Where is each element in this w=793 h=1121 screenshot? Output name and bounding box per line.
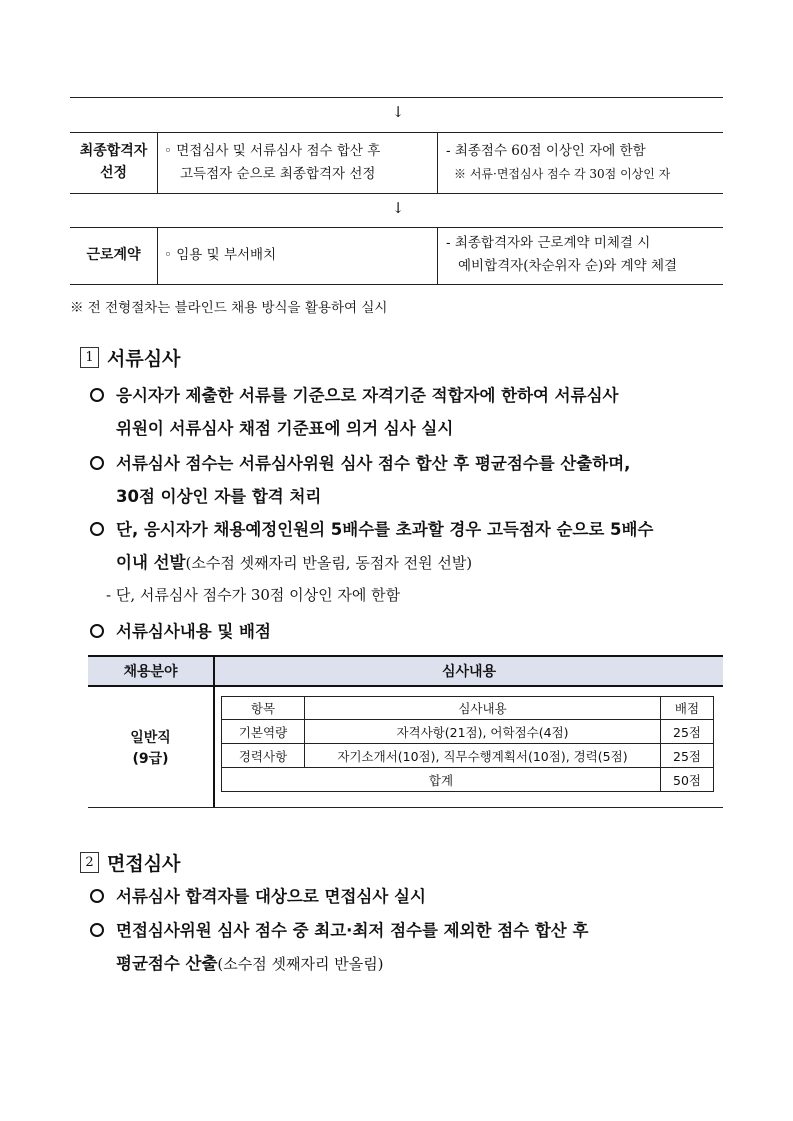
stage-note-line: 예비합격자(차순위자 순)와 계약 체결	[458, 258, 678, 274]
row-score: 25점	[661, 744, 714, 768]
inner-header-content: 심사내용	[305, 697, 661, 720]
row-item: 경력사항	[222, 744, 305, 768]
divider	[88, 807, 723, 808]
plain-text: (소수점 셋째자리 반올림)	[217, 955, 384, 973]
inner-score-table	[221, 696, 714, 792]
section1-bullet-3-line1: 단, 응시자가 채용예정인원의 5배수를 초과할 경우 고득점자 순으로 5배수	[116, 520, 654, 539]
table-header-content: 심사내용	[441, 664, 497, 680]
stage-final-selection-note	[446, 140, 670, 186]
row-score: 25점	[661, 720, 714, 744]
section2-bullet-2-line1: 면접심사위원 심사 점수 중 최고·최저 점수를 제외한 점수 합산 후	[116, 921, 589, 940]
divider	[88, 685, 723, 687]
divider	[437, 227, 438, 284]
divider	[70, 132, 723, 133]
flow-footnote: ※ 전 전형절차는 블라인드 채용 방식을 활용하여 실시	[70, 300, 388, 316]
divider	[70, 227, 723, 228]
table-header-field: 채용분야	[123, 664, 178, 680]
section1-bullet-1-line2: 위원이 서류심사 채점 기준표에 의거 심사 실시	[116, 419, 454, 438]
stage-note-line: - 최종합격자와 근로계약 미체결 시	[446, 235, 651, 251]
circle-bullet-icon	[90, 456, 104, 470]
section2-title: 면접심사	[107, 853, 181, 875]
section2-bullet-2-line2	[116, 950, 384, 974]
table-row	[222, 720, 714, 744]
stage-contract-name: 근로계약	[86, 247, 141, 263]
stage-note-line: - 최종점수 60점 이상인 자에 한함	[446, 143, 646, 159]
section1-subnote: - 단, 서류심사 점수가 30점 이상인 자에 한함	[106, 586, 401, 604]
section1-number: 1	[80, 347, 99, 368]
section1-bullet-3-line2	[116, 549, 472, 573]
circle-bullet-icon	[90, 522, 104, 536]
section2-number: 2	[80, 852, 99, 873]
stage-name-line: 선정	[99, 165, 128, 181]
divider	[88, 655, 723, 657]
divider	[437, 132, 438, 193]
table-field-cell	[88, 728, 213, 770]
section2-bullet-1: 서류심사 합격자를 대상으로 면접심사 실시	[116, 887, 426, 906]
total-score: 50점	[661, 768, 714, 792]
table-row	[222, 697, 714, 720]
section1-title: 서류심사	[107, 348, 181, 370]
divider	[70, 193, 723, 194]
divider	[70, 97, 723, 98]
row-content: 자기소개서(10점), 직무수행계획서(10점), 경력(5점)	[305, 744, 661, 768]
section2-heading	[80, 849, 180, 876]
field-line: (9급)	[132, 751, 169, 767]
plain-text: (소수점 셋째자리 반올림, 동점자 전원 선발)	[185, 554, 473, 572]
bold-text: 평균점수 산출	[116, 954, 218, 973]
table-row	[222, 768, 714, 792]
section1-heading	[80, 344, 180, 371]
section1-bullet-1-line1: 응시자가 제출한 서류를 기준으로 자격기준 적합자에 한하여 서류심사	[116, 386, 619, 405]
stage-final-selection-desc	[164, 140, 380, 186]
flow-arrow: ↓	[391, 199, 405, 217]
section1-bullet-4: 서류심사내용 및 배점	[116, 622, 271, 641]
divider	[70, 284, 723, 285]
section1-bullet-2-line2: 30점 이상인 자를 합격 처리	[116, 487, 322, 506]
circle-bullet-icon	[90, 889, 104, 903]
stage-name-line: 최종합격자	[79, 143, 148, 159]
field-line: 일반직	[130, 730, 171, 746]
circle-bullet-icon	[90, 624, 104, 638]
table-row	[222, 744, 714, 768]
stage-note-line: ※ 서류·면접심사 점수 각 30점 이상인 자	[454, 167, 671, 181]
divider	[157, 132, 158, 193]
bold-text: 이내 선발	[116, 553, 186, 572]
circle-bullet-icon	[90, 923, 104, 937]
row-item: 기본역량	[222, 720, 305, 744]
inner-header-score: 배점	[661, 697, 714, 720]
flow-arrow: ↓	[391, 103, 405, 121]
circle-bullet-icon	[90, 388, 104, 402]
section1-bullet-2-line1: 서류심사 점수는 서류심사위원 심사 점수 합산 후 평균점수를 산출하며,	[116, 454, 631, 473]
row-content: 자격사항(21점), 어학점수(4점)	[305, 720, 661, 744]
stage-contract-desc: ◦ 임용 및 부서배치	[164, 247, 277, 263]
stage-desc-line: 고득점자 순으로 최종합격자 선정	[180, 166, 376, 182]
inner-header-item: 항목	[222, 697, 305, 720]
total-label: 합계	[222, 768, 661, 792]
stage-contract-note	[446, 232, 677, 278]
divider	[157, 227, 158, 284]
stage-desc-line: ◦ 면접심사 및 서류심사 점수 합산 후	[164, 143, 381, 159]
stage-final-selection-name	[70, 140, 157, 184]
